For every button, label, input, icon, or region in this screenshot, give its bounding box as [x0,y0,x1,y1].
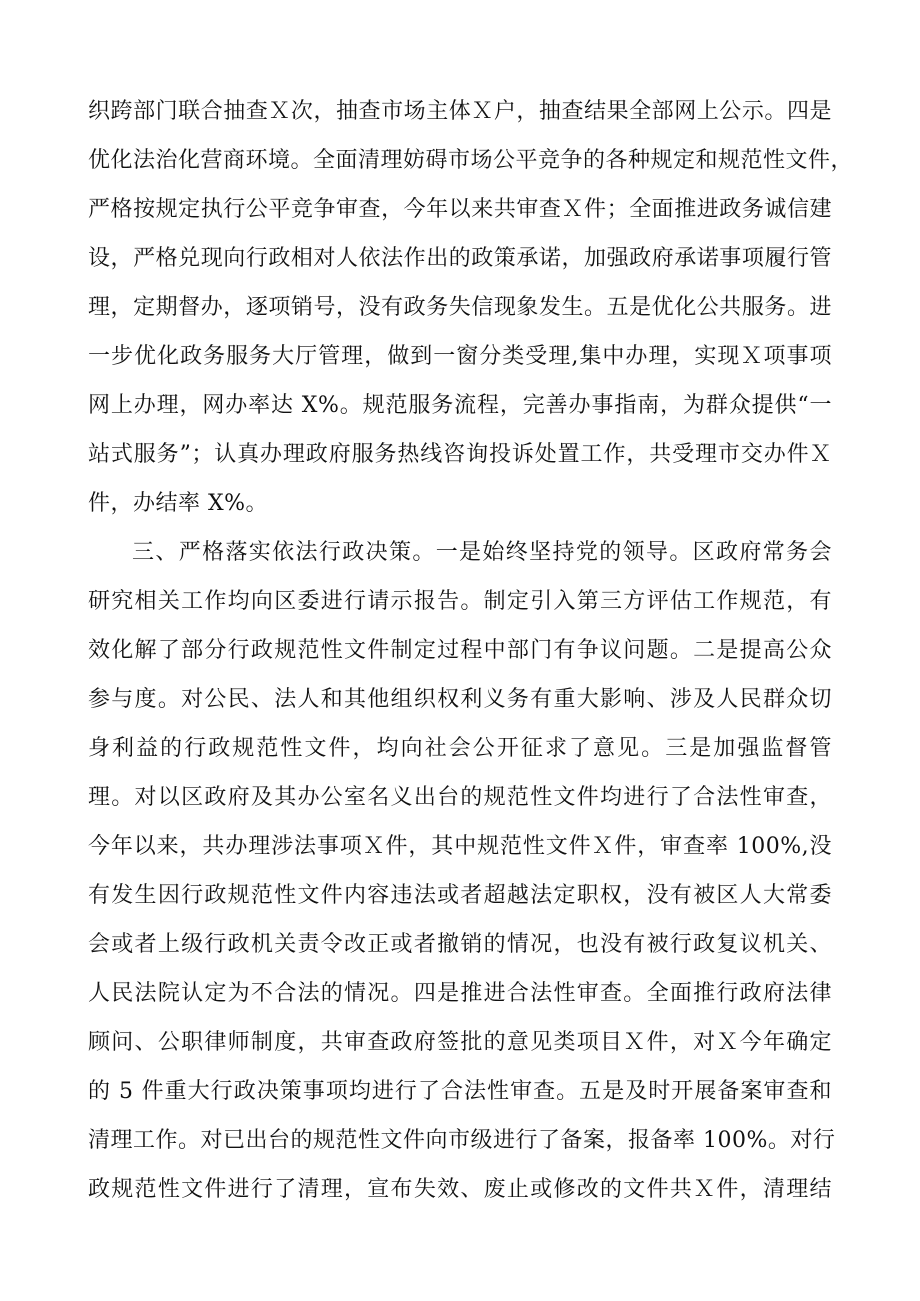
body-text-line: 理。对以区政府及其办公室名义出台的规范性文件均进行了合法性审查， [88,785,832,810]
body-text-line: 一步优化政务服务大厅管理，做到一窗分类受理,集中办理，实现Ｘ项事项 [88,344,832,369]
body-text-line: 理，定期督办，逐项销号，没有政务失信现象发生。五是优化公共服务。进 [88,295,832,320]
body-text-line: 织跨部门联合抽查Ｘ次，抽查市场主体Ｘ户，抽查结果全部网上公示。四是 [88,99,832,124]
body-text-line: 研究相关工作均向区委进行请示报告。制定引入第三方评估工作规范，有 [88,589,832,614]
body-text-line: 政规范性文件进行了清理，宣布失效、废止或修改的文件共Ｘ件，清理结 [88,1177,832,1202]
body-text-line: 参与度。对公民、法人和其他组织权利义务有重大影响、涉及人民群众切 [88,687,832,712]
body-text-line: 有发生因行政规范性文件内容违法或者超越法定职权，没有被区人大常委 [88,883,832,908]
body-text-line: 今年以来，共办理涉法事项Ｘ件，其中规范性文件Ｘ件，审查率 100%,没 [88,834,832,859]
body-text-line: 网上办理，网办率达 X%。规范服务流程，完善办事指南，为群众提供“一 [88,393,832,418]
body-text-line: 严格按规定执行公平竞争审查，今年以来共审查Ｘ件；全面推进政务诚信建 [88,197,832,222]
body-text-line: 优化法治化营商环境。全面清理妨碍市场公平竞争的各种规定和规范性文件， [88,148,854,173]
body-text-line: 清理工作。对已出台的规范性文件向市级进行了备案，报备率 100%。对行 [88,1128,836,1153]
body-text-line: 人民法院认定为不合法的情况。四是推进合法性审查。全面推行政府法律 [88,981,832,1006]
section-heading-line: 三、严格落实依法行政决策。一是始终坚持党的领导。区政府常务会 [132,540,832,565]
body-text-line: 件，办结率 X%。 [88,491,269,516]
body-text-line: 顾问、公职律师制度，共审查政府签批的意见类项目Ｘ件，对Ｘ今年确定 [88,1030,832,1055]
body-text-line: 设，严格兑现向行政相对人依法作出的政策承诺，加强政府承诺事项履行管 [88,246,832,271]
body-text-line: 身利益的行政规范性文件，均向社会公开征求了意见。三是加强监督管 [88,736,832,761]
body-text-line: 会或者上级行政机关责令改正或者撤销的情况，也没有被行政复议机关、 [88,932,832,957]
body-text-line: 站式服务”；认真办理政府服务热线咨询投诉处置工作，共受理市交办件Ｘ [88,442,832,467]
body-text-line: 效化解了部分行政规范性文件制定过程中部门有争议问题。二是提高公众 [88,638,832,663]
body-text-line: 的 5 件重大行政决策事项均进行了合法性审查。五是及时开展备案审查和 [88,1079,832,1104]
